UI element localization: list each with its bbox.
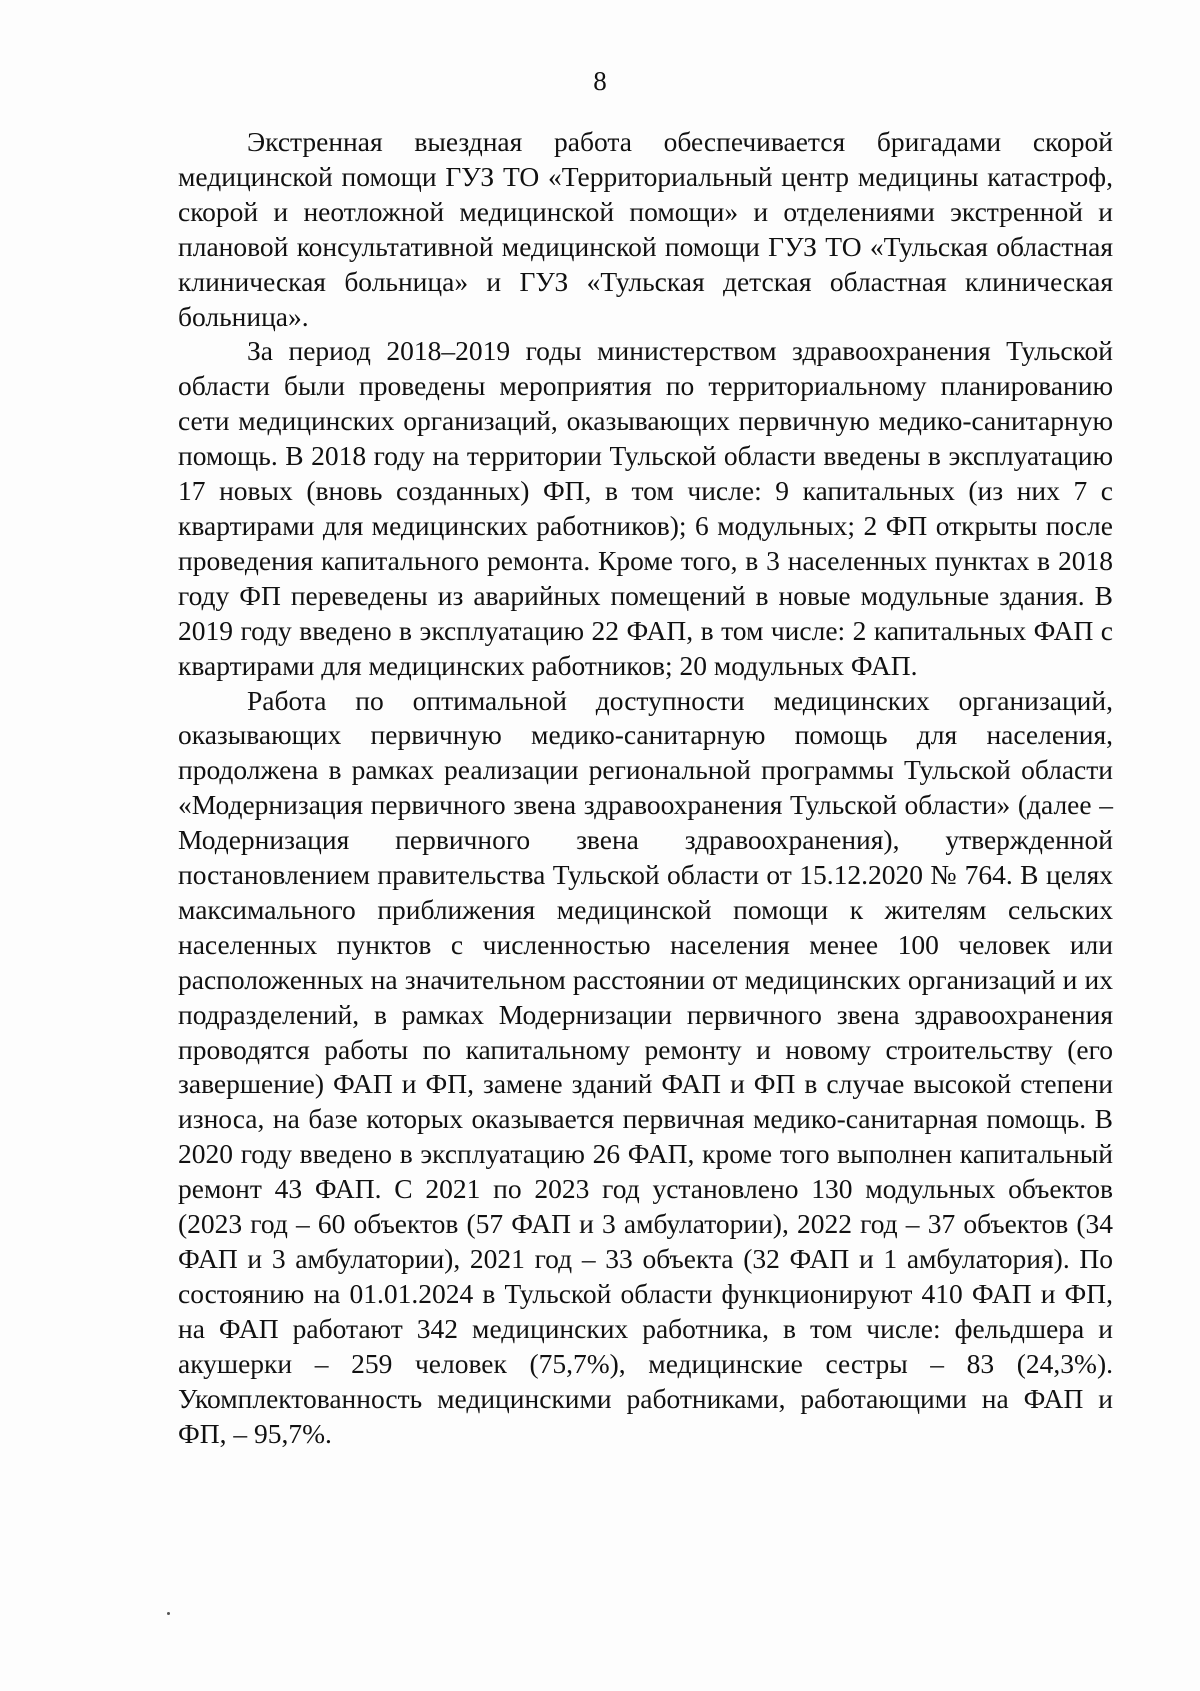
scan-speck	[167, 1612, 170, 1615]
document-body	[178, 125, 1113, 1451]
paragraph-emergency-service: Экстренная выездная работа обеспечивается бригадами скорой медицинской помощи ГУЗ ТО «Территориальный центр медицины катастроф, скорой и неотложной медицинской помощи» и отделениями экстренной и плановой консультативной медицинской помощи ГУЗ ТО «Тульская областная клиническая больница» и ГУЗ «Тульская детская областная клиническая больница».	[178, 126, 1113, 332]
paragraph-2018-2019-planning: За период 2018–2019 годы министерством здравоохранения Тульской области были проведены мероприятия по территориальному планированию сети медицинских организаций, оказывающих первичную медико-санитарную помощь. В 2018 году на территории Тульской области введены в эксплуатацию 17 новых (вновь созданных) ФП, в том числе: 9 капитальных (из них 7 с квартирами для медицинских работников); 6 модульных; 2 ФП открыты после проведения капитального ремонта. Кроме того, в 3 населенных пунктах в 2018 году ФП переведены из аварийных помещений в новые модульные здания. В 2019 году введено в эксплуатацию 22 ФАП, в том числе: 2 капитальных ФАП с квартирами для медицинских работников; 20 модульных ФАП.	[178, 335, 1113, 681]
page-number: 8	[593, 66, 607, 96]
paragraph-primary-care-modernization: Работа по оптимальной доступности медицинских организаций, оказывающих первичную медико-санитарную помощь для населения, продолжена в рамках реализации региональной программы Тульской области «Модернизация первичного звена здравоохранения Тульской области» (далее – Модернизация первичного звена здравоохранения), утвержденной постановлением правительства Тульской области от 15.12.2020 № 764. В целях максимального приближения медицинской помощи к жителям сельских населенных пунктов с численностью населения менее 100 человек или расположенных на значительном расстоянии от медицинских организаций и их подразделений, в рамках Модернизации первичного звена здравоохранения проводятся работы по капитальному ремонту и новому строительству (его завершение) ФАП и ФП, замене зданий ФАП и ФП в случае высокой степени износа, на базе которых оказывается первичная медико-санитарная помощь. В 2020 году введено в эксплуатацию 26 ФАП, кроме того выполнен капитальный ремонт 43 ФАП. С 2021 по 2023 год установлено 130 модульных объектов (2023 год – 60 объектов (57 ФАП и 3 амбулатории), 2022 год – 37 объектов (34 ФАП и 3 амбулатории), 2021 год – 33 объекта (32 ФАП и 1 амбулатория). По состоянию на 01.01.2024 в Тульской области функционируют 410 ФАП и ФП, на ФАП работают 342 медицинских работника, в том числе: фельдшера и акушерки – 259 человек (75,7%), медицинские сестры – 83 (24,3%). Укомплектованность медицинскими работниками, работающими на ФАП и ФП, – 95,7%.	[178, 684, 1113, 1449]
